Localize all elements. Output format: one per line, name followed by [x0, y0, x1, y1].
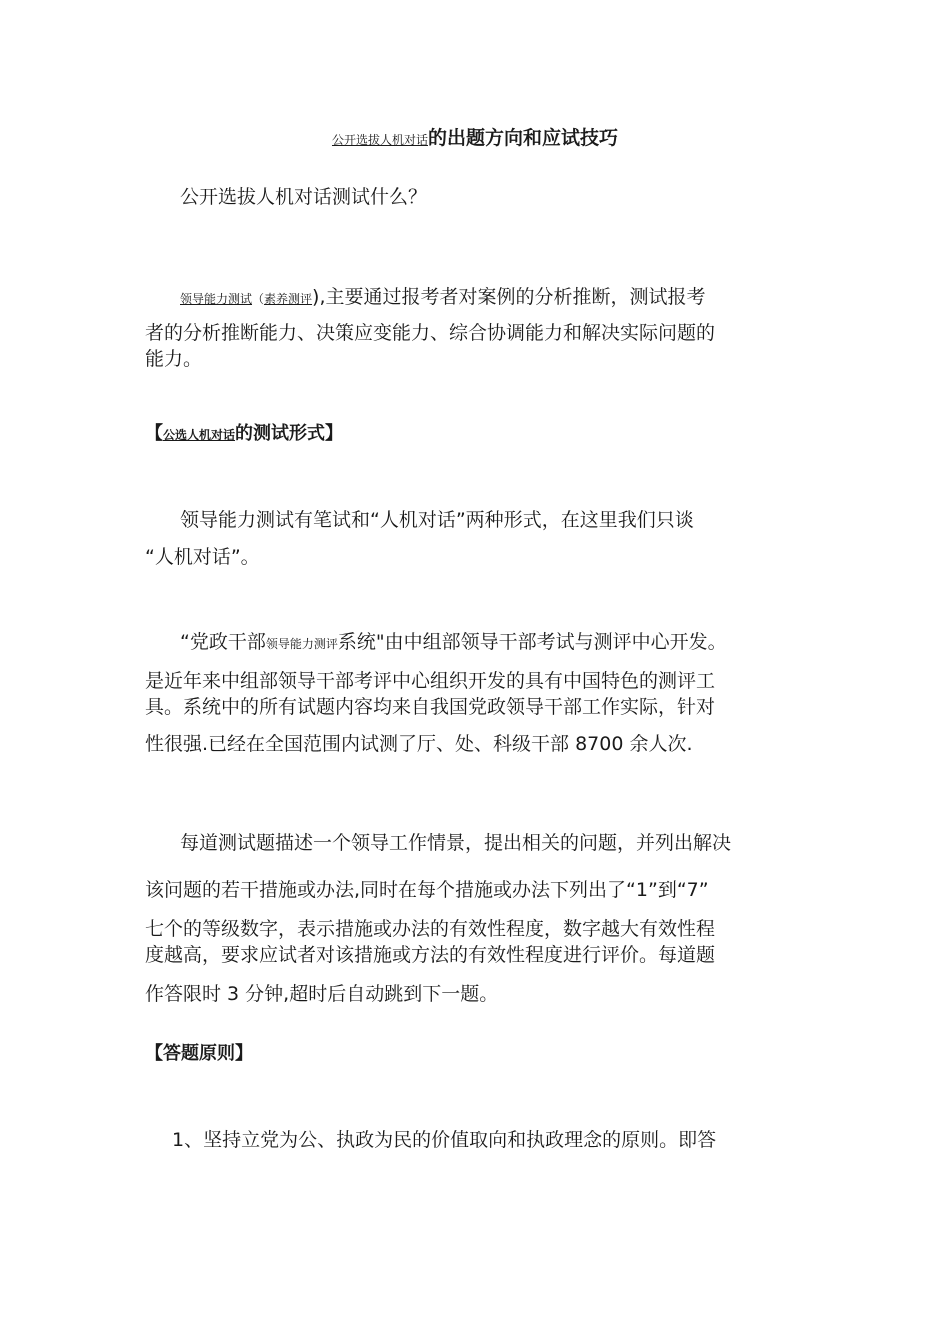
para4-line5: 作答限时 3 分钟,超时后自动跳到下一题。 — [145, 983, 499, 1005]
para3-line3: 具。系统中的所有试题内容均来自我国党政领导干部工作实际，针对 — [145, 696, 716, 718]
para4-line3: 七个的等级数字，表示措施或办法的有效性程度，数字越大有效性程 — [145, 918, 716, 940]
open-paren: （ — [252, 292, 265, 306]
heading1-rest: 的测试形式】 — [235, 423, 344, 444]
para2-line1: 领导能力测试有笔试和“人机对话”两种形式，在这里我们只谈 — [180, 509, 694, 531]
para1-line1-rest: ),主要通过报考者对案例的分析推断，测试报考 — [312, 286, 706, 308]
para3-line1-small: 领导能力测评 — [265, 637, 338, 651]
section-heading-test-form — [145, 421, 343, 448]
para3-line1-end: 系统"由中组部领导干部考试与测评中心开发。 — [337, 631, 727, 653]
document-title — [0, 123, 950, 150]
heading1-link[interactable]: 公选人机对话 — [163, 428, 236, 442]
para3-line4: 性很强.已经在全国范围内试测了厅、处、科级干部 8700 余人次. — [145, 733, 693, 755]
para3-line1-start: “党政干部 — [180, 631, 266, 653]
para1-line2: 者的分析推断能力、决策应变能力、综合协调能力和解决实际问题的 — [145, 322, 716, 344]
para1-line1 — [180, 284, 706, 312]
title-rest: 的出题方向和应试技巧 — [428, 127, 619, 149]
quality-assessment-link[interactable]: 素养测评 — [264, 292, 313, 306]
para4-line1: 每道测试题描述一个领导工作情景，提出相关的问题，并列出解决 — [180, 832, 732, 854]
para2-line2: “人机对话”。 — [145, 546, 260, 568]
para4-line2: 该问题的若干措施或办法,同时在每个措施或办法下列出了“1”到“7” — [145, 879, 709, 901]
leadership-test-link[interactable]: 领导能力测试 — [180, 292, 253, 306]
para4-line4: 度越高，要求应试者对该措施或方法的有效性程度进行评价。每道题 — [145, 944, 716, 966]
para3-line2: 是近年来中组部领导干部考评中心组织开发的具有中国特色的测评工 — [145, 670, 716, 692]
section-heading-principles: 【答题原则】 — [145, 1043, 253, 1064]
para3-line1 — [180, 629, 727, 657]
section-question: 公开选拔人机对话测试什么？ — [180, 186, 428, 208]
principle-1: 1、坚持立党为公、执政为民的价值取向和执政理念的原则。即答 — [172, 1129, 717, 1151]
heading1-open: 【 — [145, 423, 163, 444]
title-link[interactable]: 公开选拔人机对话 — [331, 133, 428, 147]
para1-line3: 能力。 — [145, 348, 203, 370]
